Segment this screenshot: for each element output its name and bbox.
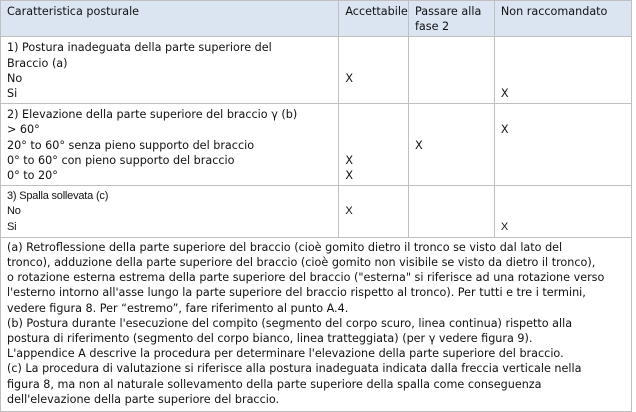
acceptable-cell — [339, 186, 409, 238]
row-characteristic: 2) Elevazione della parte superiore del braccio γ (b) > 60° 20° to 60° senza pieno supporto del braccio 0° to 60° con pieno supporto del braccio 0° to 20° — [1, 104, 339, 186]
header-characteristic: Caratteristica posturale — [1, 1, 339, 37]
header-acceptable: Accettabile — [339, 1, 409, 37]
acceptable-cell — [339, 104, 409, 186]
x-mark: X — [414, 138, 423, 152]
header-not-recommended: Non raccomandato — [494, 1, 631, 37]
x-mark: X — [345, 168, 354, 182]
table-row-arm-elevation — [1, 104, 632, 186]
acceptable-cell — [339, 37, 409, 104]
not-recommended-cell — [494, 186, 631, 238]
note-line: postura di riferimento (segmento del corpo bianco, linea tratteggiata) (per γ vedere figura 9). — [7, 332, 533, 346]
note-line: (a) Retroflessione della parte superiore del braccio (cioè gomito dietro il tronco se visto dal lato del — [7, 240, 563, 254]
phase2-cell — [408, 104, 494, 186]
note-line: l'esterno intorno all'asse lungo la parte superiore del braccio rispetto al tronco). Per tutti e tre i termini, — [7, 286, 586, 300]
option-label: Si — [7, 220, 17, 233]
note-line: o rotazione esterna estrema della parte superiore del braccio ("esterna" si riferisce ad una rotazione verso — [7, 271, 605, 285]
table-notes-row — [1, 237, 632, 411]
option-label: 0° to 20° — [7, 169, 58, 183]
note-line: vedere figura 8. Per “estremo”, fare riferimento al punto A.4. — [7, 301, 349, 315]
header-row — [1, 1, 632, 37]
footnotes — [1, 237, 632, 411]
x-mark: X — [500, 220, 509, 233]
table-row-upper-arm-posture — [1, 37, 632, 104]
option-label: No — [7, 205, 21, 218]
option-label: No — [7, 71, 23, 85]
x-mark: X — [500, 123, 509, 137]
phase2-cell — [408, 37, 494, 104]
note-line: (c) La procedura di valutazione si riferisce alla postura inadeguata indicata dalla freccia verticale nella — [7, 362, 582, 376]
option-label: > 60° — [7, 123, 40, 137]
not-recommended-cell — [494, 37, 631, 104]
x-mark: X — [500, 86, 509, 100]
phase2-cell — [408, 186, 494, 238]
note-line: L'appendice A descrive la procedura per determinare l'elevazione della parte superiore del braccio. — [7, 347, 564, 361]
header-phase2: Passare alla fase 2 — [408, 1, 494, 37]
row-characteristic: 1) Postura inadeguata della parte superiore del Braccio (a) No Si — [1, 37, 339, 104]
note-line: (b) Postura durante l'esecuzione del compito (segmento del corpo scuro, linea continua) rispetto alla — [7, 316, 573, 330]
x-mark: X — [345, 205, 353, 218]
x-mark: X — [345, 71, 354, 85]
option-label: 0° to 60° con pieno supporto del braccio — [7, 153, 235, 167]
note-line: tronco), adduzione della parte superiore del braccio (cioè gomito non visibile se visto da dietro il tronco), — [7, 256, 596, 270]
not-recommended-cell — [494, 104, 631, 186]
table-row-raised-shoulder — [1, 186, 632, 238]
note-line: figura 8, ma non al naturale sollevamento della parte superiore della spalla come conseguenza — [7, 377, 542, 391]
option-label: 20° to 60° senza pieno supporto del braccio — [7, 138, 255, 152]
note-line: dell'elevazione della parte superiore del braccio. — [7, 392, 280, 406]
x-mark: X — [345, 153, 354, 167]
row-characteristic: 3) Spalla sollevata (c) No Si — [1, 186, 339, 238]
option-label: Si — [7, 87, 18, 101]
